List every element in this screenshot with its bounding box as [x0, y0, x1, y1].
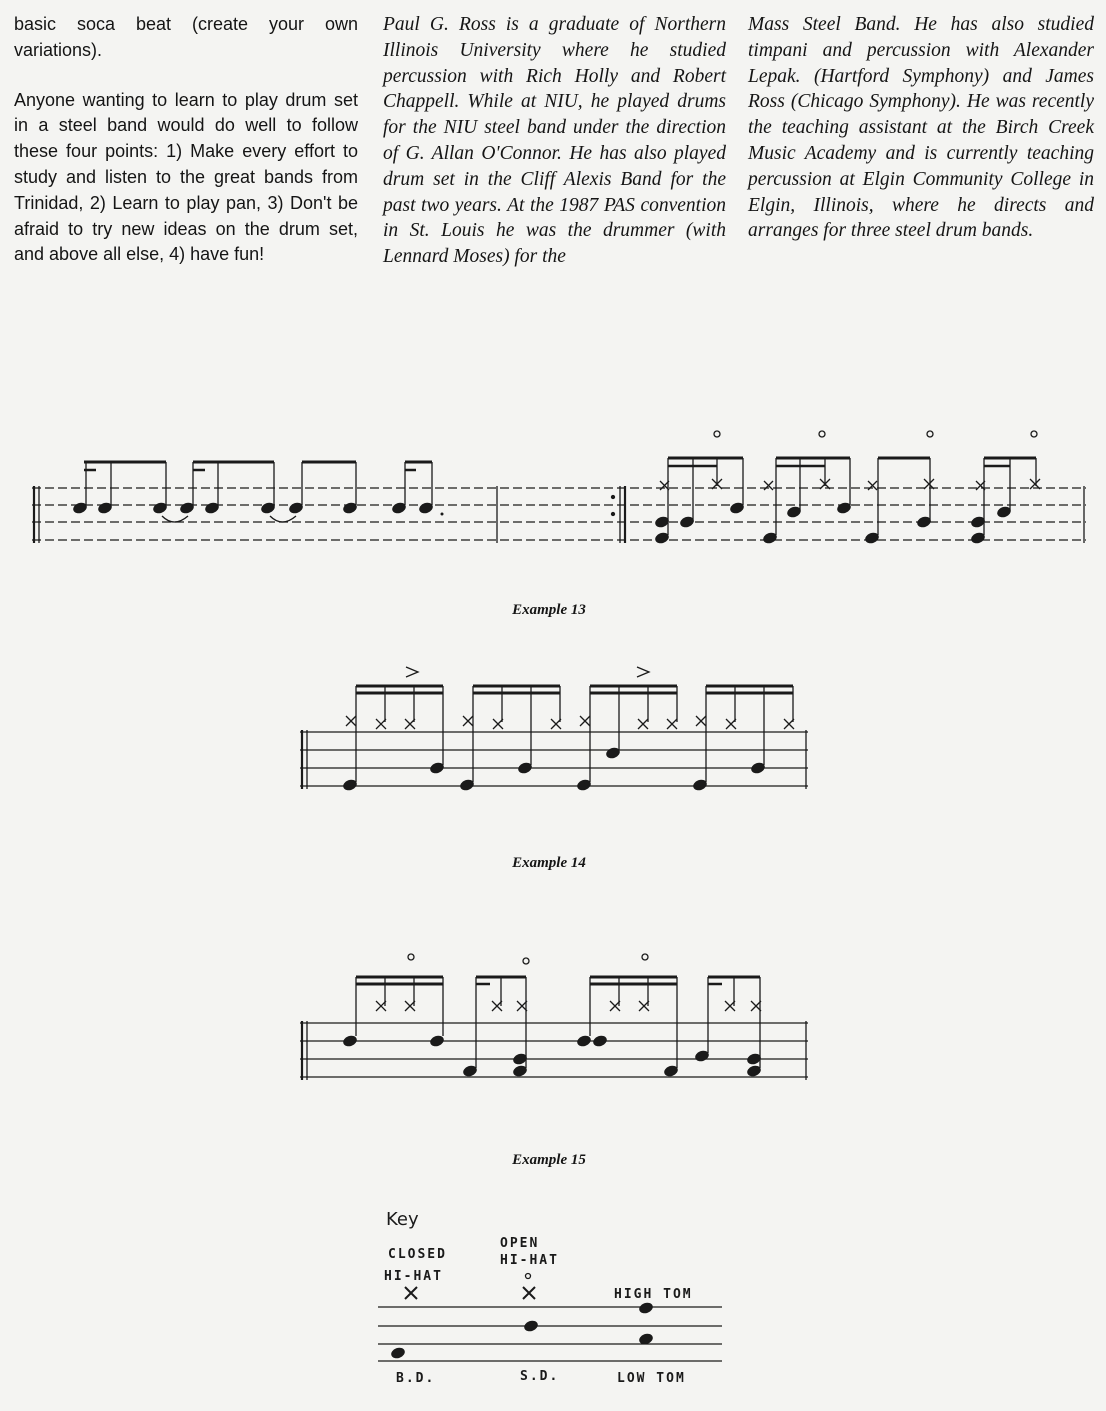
- caption-example-13: Example 13: [512, 602, 586, 618]
- example-13-noteheads: [72, 501, 1013, 545]
- key-low-tom: LOW TOM: [617, 1371, 686, 1386]
- example-14-staff: [300, 667, 808, 789]
- paragraph: Mass Steel Band. He has also studied timpani and percussion with Alexander Lepak. (Hartford Symphony) and James Ross (Chicago Symphony). He was recently the teaching assistant at the Birch Creek Music Academy and is currently teaching percussion at Elgin Community College in Elgin, Illinois, where he directs and arranges for three steel drum bands.: [748, 14, 1094, 242]
- example-14-noteheads: [342, 746, 767, 792]
- key-noteheads: [390, 1301, 655, 1360]
- example-13-staff: [32, 431, 1086, 543]
- key-high-tom: HIGH TOM: [614, 1287, 693, 1302]
- key-title: Key: [386, 1209, 419, 1230]
- key-bass-drum: B.D.: [396, 1371, 436, 1386]
- caption-example-15: Example 15: [512, 1152, 586, 1168]
- paragraph: Paul G. Ross is a graduate of Northern Illinois University where he studied percussion with Rich Holly and Robert Chappell. While at NIU, he played drums for the NIU steel band under the direction of G. Allan O'Connor. He has also played drum set in the Cliff Alexis Band for the past two years. At the 1987 PAS convention in St. Louis he was the drummer (with Lennard Moses) for the: [383, 14, 726, 268]
- key-closed-hihat-line2: HI-HAT: [384, 1269, 443, 1284]
- key-snare-drum: S.D.: [520, 1369, 560, 1384]
- key-open-hihat-line2: HI-HAT: [500, 1253, 559, 1268]
- paragraph: basic soca beat (create your own variations).: [14, 14, 358, 60]
- key-open-hihat-line1: OPEN: [500, 1236, 540, 1251]
- example-15-staff: [300, 954, 808, 1080]
- paragraph: Anyone wanting to learn to play drum set in a steel band would do well to follow these four points: 1) Make every effort to study and listen to the great bands from Trinidad, 2) Learn to play pan, 3) Don't be afraid to try new ideas on the drum set, and above all else, 4) have fun!: [14, 89, 358, 265]
- caption-example-14: Example 14: [512, 855, 586, 871]
- key-closed-hihat-line1: CLOSED: [388, 1247, 447, 1262]
